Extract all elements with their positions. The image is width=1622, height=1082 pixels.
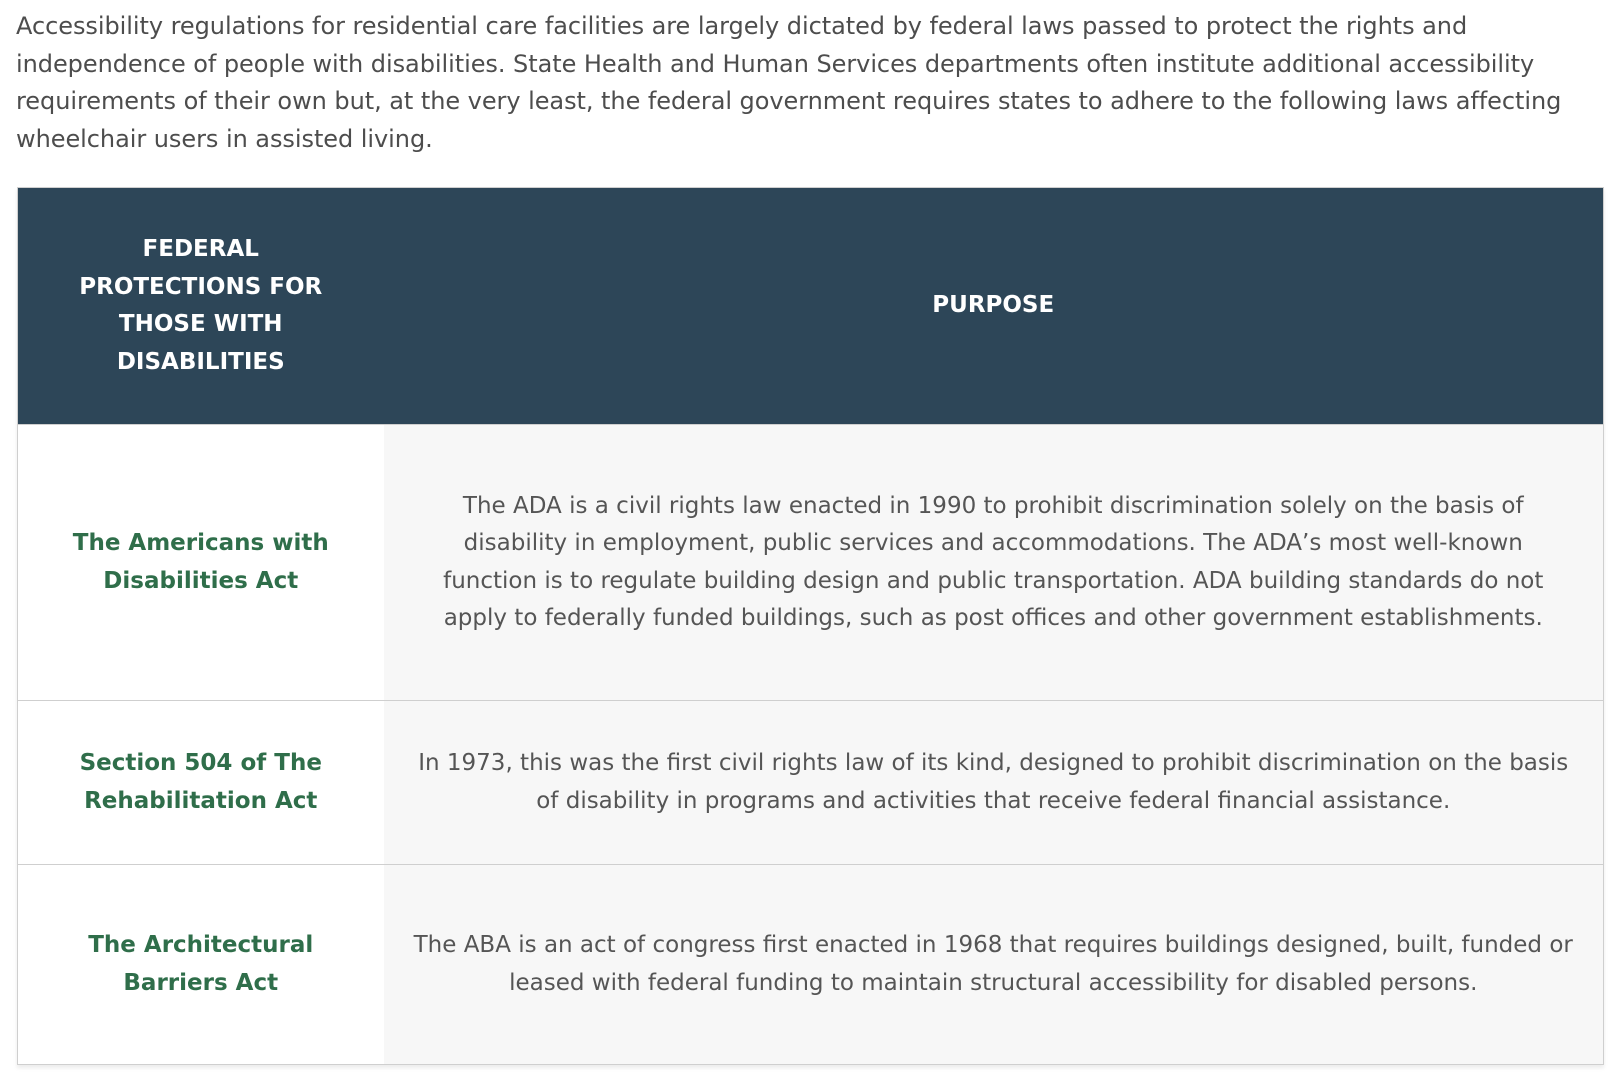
intro-paragraph: Accessibility regulations for residential care facilities are largely dictated by federal laws passed to protect the rights and independence of people with disabilities. State Health and Human Services departments often institute additional accessibility requirements of their own but, at the very least, the federal government requires states to adhere to the following laws affecting wheelchair users in assisted living. <box>16 12 1562 153</box>
table-row <box>18 701 1604 865</box>
law-name-ada: The Americans with Disabilities Act <box>18 425 384 701</box>
federal-protections-table <box>17 187 1604 1065</box>
law-purpose-ada: The ADA is a civil rights law enacted in 1990 to prohibit discrimination solely on the basis of disability in employment, public services and accommodations. The ADA’s most well-known function is to regulate building design and public transportation. ADA building standards do not apply to federally funded buildings, such as post offices and other government establishments. <box>384 425 1604 701</box>
table-row <box>18 865 1604 1065</box>
table-header <box>18 188 1604 425</box>
header-federal-protections: FEDERAL PROTECTIONS FOR THOSE WITH DISABILITIES <box>18 188 384 425</box>
law-name-section-504: Section 504 of The Rehabilitation Act <box>18 701 384 865</box>
law-name-aba: The Architectural Barriers Act <box>18 865 384 1065</box>
law-purpose-section-504: In 1973, this was the first civil rights law of its kind, designed to prohibit discrimination on the basis of disability in programs and activities that receive federal financial assistance. <box>384 701 1604 865</box>
table-body <box>18 425 1604 1065</box>
header-purpose: PURPOSE <box>384 188 1604 425</box>
law-purpose-aba: The ABA is an act of congress first enacted in 1968 that requires buildings designed, built, funded or leased with federal funding to maintain structural accessibility for disabled persons. <box>384 865 1604 1065</box>
table-row <box>18 425 1604 701</box>
table-header-row <box>18 188 1604 425</box>
